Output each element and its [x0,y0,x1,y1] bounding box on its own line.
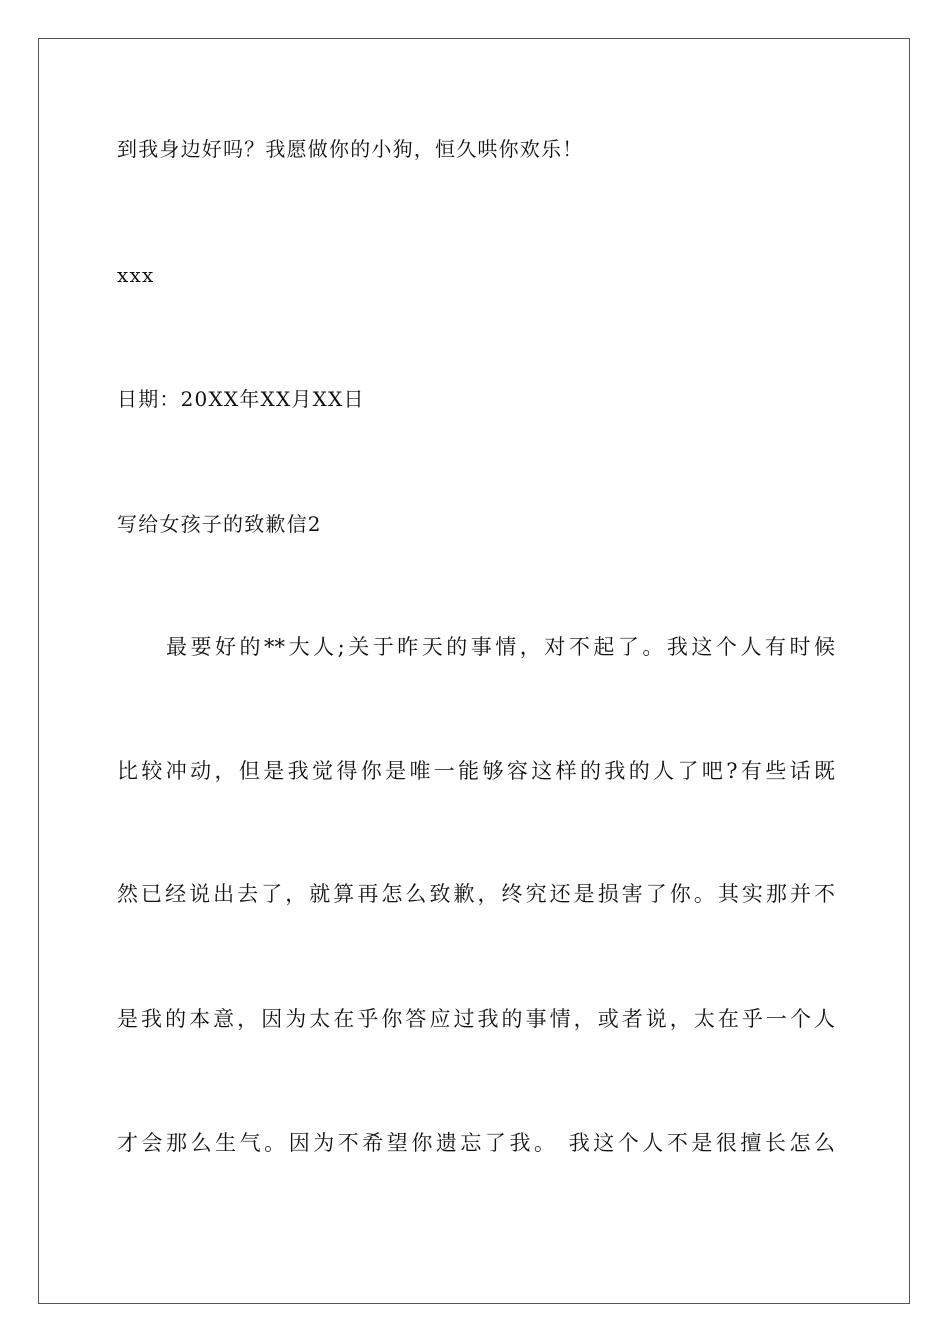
paragraph-line: 是我的本意，因为太在乎你答应过我的事情，或者说，太在乎一个人 [117,1007,835,1031]
paragraph-line: 比较冲动，但是我觉得你是唯一能够容这样的我的人了吧?有些话既 [117,759,835,783]
paragraph-line: 然已经说出去了，就算再怎么致歉，终究还是损害了你。其实那并不 [117,882,835,906]
date-line: 日期：20XX年XX月XX日 [117,387,365,411]
paragraph-line: 才会那么生气。因为不希望你遗忘了我。 我这个人不是很擅长怎么 [117,1131,835,1155]
page-border [38,38,910,1304]
signature: xxx [117,263,155,287]
closing-line: 到我身边好吗？我愿做你的小狗，恒久哄你欢乐！ [117,137,584,161]
paragraph-line: 最要好的**大人;关于昨天的事情，对不起了。我这个人有时候 [166,635,835,659]
letter-title: 写给女孩子的致歉信2 [117,512,322,536]
